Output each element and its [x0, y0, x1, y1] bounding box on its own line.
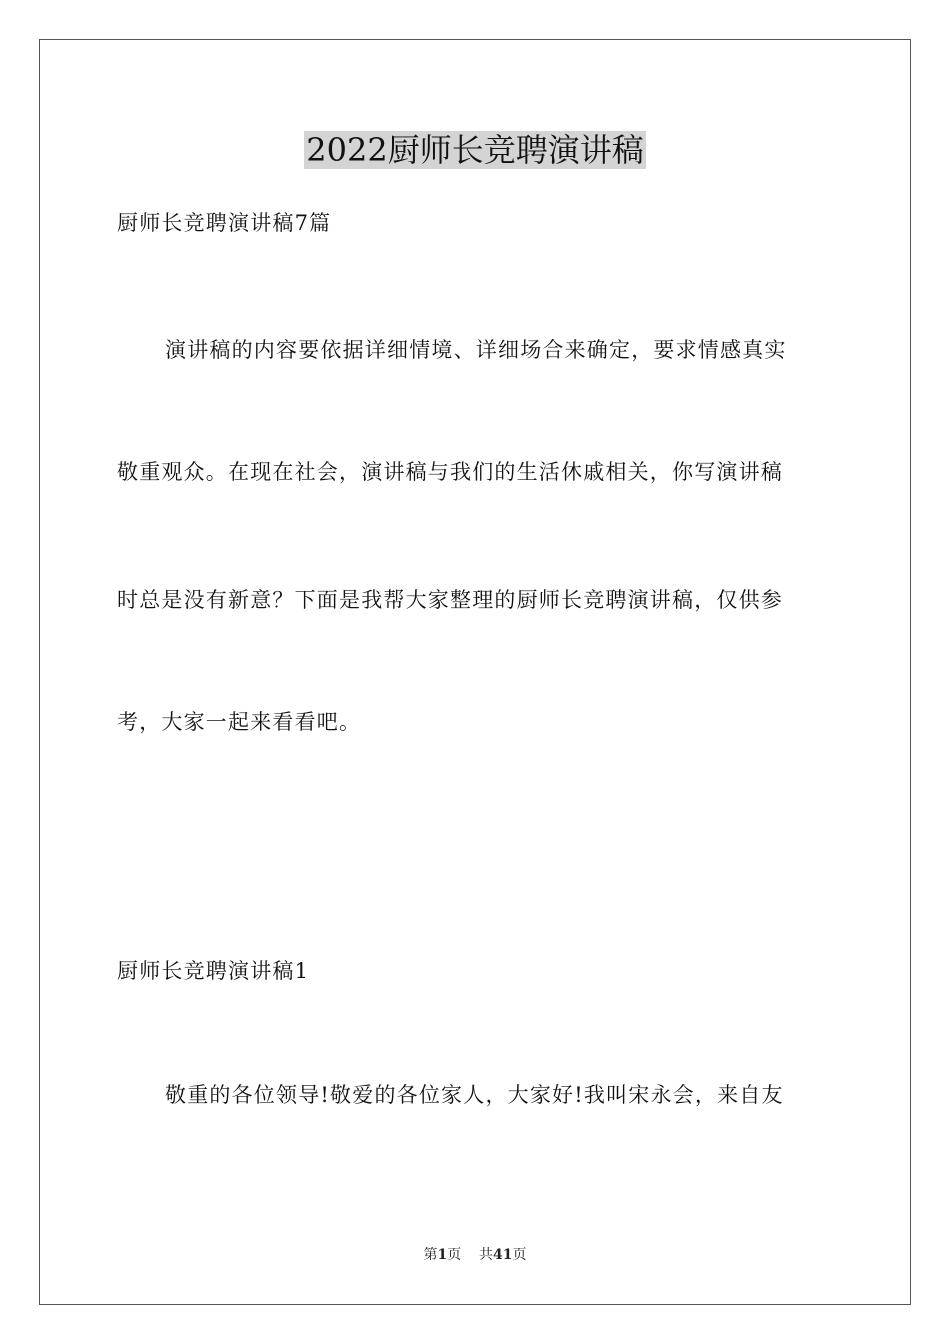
section-line-1: 敬重的各位领导!敬爱的各位家人，大家好!我叫宋永会，来自友 — [165, 1083, 784, 1107]
page-footer — [0, 1245, 950, 1265]
footer-total-prefix: 共 — [479, 1247, 494, 1263]
intro-line-2: 敬重观众。在现在社会，演讲稿与我们的生活休戚相关，你写演讲稿 — [117, 460, 783, 484]
footer-page-suffix: 页 — [447, 1247, 462, 1263]
intro-line-4: 考，大家一起来看看吧。 — [117, 710, 362, 734]
footer-total-pages: 41 — [493, 1247, 513, 1263]
document-title — [0, 128, 950, 172]
intro-line-1: 演讲稿的内容要依据详细情境、详细场合来确定，要求情感真实 — [165, 338, 787, 362]
footer-page-number: 1 — [437, 1247, 448, 1263]
document-title-text: 2022厨师长竞聘演讲稿 — [306, 131, 644, 169]
footer-page-prefix: 第 — [423, 1247, 438, 1263]
intro-line-3: 时总是没有新意？下面是我帮大家整理的厨师长竞聘演讲稿，仅供参 — [117, 588, 783, 612]
footer-total-suffix: 页 — [512, 1247, 527, 1263]
section-heading: 厨师长竞聘演讲稿1 — [117, 959, 310, 983]
document-subtitle: 厨师长竞聘演讲稿7篇 — [117, 211, 332, 235]
